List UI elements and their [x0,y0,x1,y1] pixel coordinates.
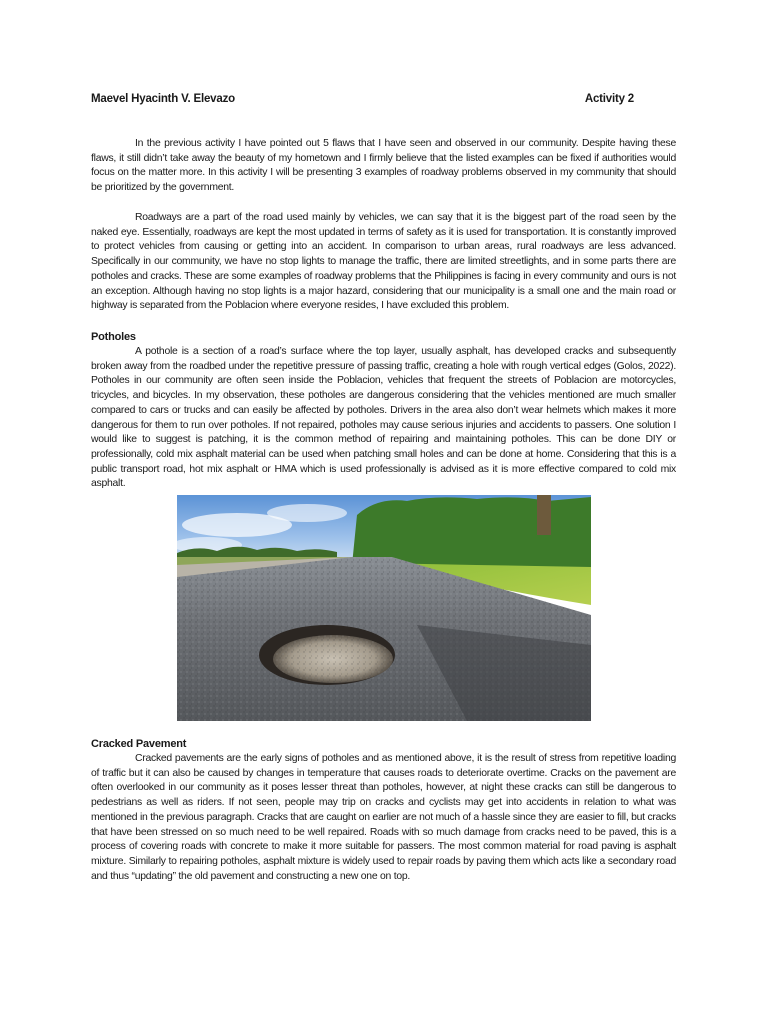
intro-paragraph-1 [91,137,676,196]
potholes-paragraph [91,345,676,492]
activity-label: Activity 2 [584,93,634,105]
intro-paragraph-2 [91,211,676,314]
cracked-pavement-paragraph [91,752,676,884]
cracked-pavement-paragraph-text: Cracked pavements are the early signs of potholes and as mentioned above, it is the result of stress from repetitive loading of traffic but it can also be caused by changes in temperature that causes roads to deteriorate overtime. Cracks on the pavement are often overlooked in our community as it poses lesser threat than potholes, however, at night these cracks can still be dangerous to pedestrians as well as riders. If not seen, people may trip on cracks and cyclists may get into accidents in relation to what was mentioned in the previous paragraph. Cracks that are caught on earlier are not much of a hassle since they are easier to fill, but cracks that have been stressed on so much need to be well repaired. Roads with so much damage from cracks need to be paved, this is a process of covering roads with concrete to make it more suitable for passers. The most common material for road paving is asphalt mixture. Similarly to repairing potholes, asphalt mixture is widely used to repair roads by paving them which acts like a secondary road and thus “updating” the old pavement and constructing a new one on top. [91,753,676,882]
intro-paragraph-2-text: Roadways are a part of the road used mainly by vehicles, we can say that it is the biggest part of the road seen by the naked eye. Essentially, roadways are kept the most updated in terms of safety as it is used for transportation. It is constantly improved to protect vehicles from causing or getting into an accident. In comparison to urban areas, rural roadways are less advanced. Specifically in our community, we have no stop lights to manage the traffic, there are limited streetlights, and in some parts there are potholes and cracks. These are some examples of roadway problems that the Philippines is facing in every community and ours is not an exception. Although having no stop lights is a major hazard, considering that our municipality is a small one and the main road or highway is separated from the Poblacion where everyone resides, I have excluded this problem. [91,212,676,312]
author-name: Maevel Hyacinth V. Elevazo [91,93,235,105]
cracked-pavement-heading: Cracked Pavement [91,738,187,750]
pothole-road-photo [177,495,591,721]
document-header [91,93,634,109]
potholes-paragraph-text: A pothole is a section of a road’s surface where the top layer, usually asphalt, has developed cracks and subsequently broken away from the roadbed under the repetitive pressure of passing traffic, creating a hole with rough vertical edges (Golos, 2022). Potholes in our community are often seen inside the Poblacion, vehicles that frequent the streets of Poblacion are motorcycles, tricycles, and bicycles. In my observation, these potholes are dangerous considering that the vehicles mentioned are much smaller compared to cars or trucks and can easily be affected by potholes. Drivers in the area also don’t wear helmets which makes it more dangerous for them to run over potholes. If not repaired, potholes may cause serious injuries and accidents to passers. One solution I would like to suggest is patching, it is the common method of repairing and maintaining potholes. This can be done DIY or professionally, cold mix asphalt material can be used when patching small holes and can be done at home. Considering that this is a public transport road, hot mix asphalt or HMA which is used professionally is advised as it is more effective compared to cold mix asphalt. [91,346,676,490]
intro-paragraph-1-text: In the previous activity I have pointed out 5 flaws that I have seen and observed in our community. Despite having these flaws, it still didn’t take away the beauty of my hometown and I firmly believe that the listed examples can be fixed if authorities would focus on the matter more. In this activity I will be presenting 3 examples of roadway problems observed in my community that should be prioritized by the government. [91,138,676,194]
potholes-heading: Potholes [91,331,136,343]
